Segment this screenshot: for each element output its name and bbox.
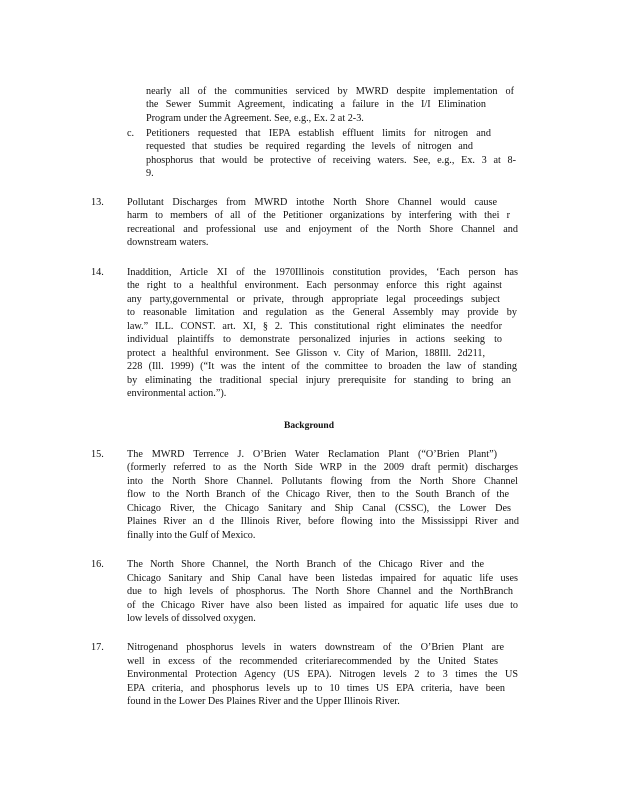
paragraph-number: 16. — [91, 559, 104, 570]
paragraph-line: Environmental Protection Agency (US EPA). Nitrogen levels 2 to 3 times the US — [127, 669, 518, 680]
paragraph-line: Inaddition, Article XI of the 1970Illinois constitution provides, ‘Each person has — [127, 267, 518, 278]
list-item-b-line: the Sewer Summit Agreement, indicating a failure in the I/I Elimination — [146, 99, 486, 110]
list-item-b-line: Program under the Agreement. See, e.g., Ex. 2 at 2-3. — [146, 113, 364, 124]
list-item-c-line: requested that studies be required regarding the levels of nitrogen and — [146, 141, 473, 152]
paragraph-line: well in excess of the recommended criteriarecommended by the United States — [127, 656, 498, 667]
paragraph-line: Plaines River an d the Illinois River, before flowing into the Mississippi River and — [127, 516, 519, 527]
paragraph-line: found in the Lower Des Plaines River and the Upper Illinois River. — [127, 696, 400, 707]
list-item-c-line: 9. — [146, 168, 154, 179]
paragraph-line: The MWRD Terrence J. O’Brien Water Reclamation Plant (“O’Brien Plant”) — [127, 449, 497, 460]
paragraph-number: 14. — [91, 267, 104, 278]
paragraph-line: flow to the North Branch of the Chicago River, then to the South Branch of the — [127, 489, 509, 500]
paragraph-line: into the North Shore Channel. Pollutants flowing from the North Shore Channel — [127, 476, 518, 487]
list-item-c-line: Petitioners requested that IEPA establish effluent limits for nitrogen and — [146, 128, 491, 139]
paragraph-line: recreational and professional use and enjoyment of the North Shore Channel and — [127, 224, 518, 235]
paragraph-line: due to high levels of phosphorus. The North Shore Channel and the NorthBranch — [127, 586, 513, 597]
paragraph-line: individual plaintiffs to demonstrate personalized injuries in actions seeking to — [127, 334, 502, 345]
paragraph-line: of the Chicago River have also been listed as impaired for aquatic life uses due to — [127, 600, 518, 611]
paragraph-line: to reasonable limitation and regulation as the General Assembly may provide by — [127, 307, 517, 318]
paragraph-line: The North Shore Channel, the North Branch of the Chicago River and the — [127, 559, 484, 570]
paragraph-line: low levels of dissolved oxygen. — [127, 613, 256, 624]
paragraph-line: any party,governmental or private, through appropriate legal proceedings subject — [127, 294, 500, 305]
paragraph-number: 15. — [91, 449, 104, 460]
paragraph-number: 17. — [91, 642, 104, 653]
paragraph-line: protect a healthful environment. See Glisson v. City of Marion, 188Ill. 2d211, — [127, 348, 485, 359]
paragraph-line: finally into the Gulf of Mexico. — [127, 530, 256, 541]
list-item-b-line: nearly all of the communities serviced by MWRD despite implementation of — [146, 86, 514, 97]
paragraph-line: Nitrogenand phosphorus levels in waters downstream of the O’Brien Plant are — [127, 642, 504, 653]
paragraph-line: law.” ILL. CONST. art. XI, § 2. This constitutional right eliminates the needfor — [127, 321, 502, 332]
paragraph-line: downstream waters. — [127, 237, 209, 248]
list-item-c-label: c. — [127, 128, 135, 139]
paragraph-line: Chicago River, the Chicago Sanitary and Ship Canal (CSSC), the Lower Des — [127, 503, 511, 514]
paragraph-line: EPA criteria, and phosphorus levels up to 10 times US EPA criteria, have been — [127, 683, 505, 694]
paragraph-line: (formerly referred to as the North Side WRP in the 2009 draft permit) discharges — [127, 462, 518, 473]
paragraph-line: Pollutant Discharges from MWRD intothe North Shore Channel would cause — [127, 197, 497, 208]
paragraph-line: the right to a healthful environment. Each personmay enforce this right against — [127, 280, 502, 291]
paragraph-line: by eliminating the traditional special injury prerequisite for standing to bring an — [127, 375, 511, 386]
paragraph-number: 13. — [91, 197, 104, 208]
paragraph-line: Chicago Sanitary and Ship Canal have been listedas impaired for aquatic life uses — [127, 573, 518, 584]
paragraph-line: environmental action.”). — [127, 388, 227, 399]
paragraph-line: harm to members of all of the Petitioner organizations by interfering with thei r — [127, 210, 510, 221]
list-item-c-line: phosphorus that would be protective of receiving waters. See, e.g., Ex. 3 at 8- — [146, 155, 516, 166]
section-heading: Background — [284, 421, 334, 431]
paragraph-line: 228 (Ill. 1999) (“It was the intent of the committee to broaden the law of standing — [127, 361, 517, 372]
